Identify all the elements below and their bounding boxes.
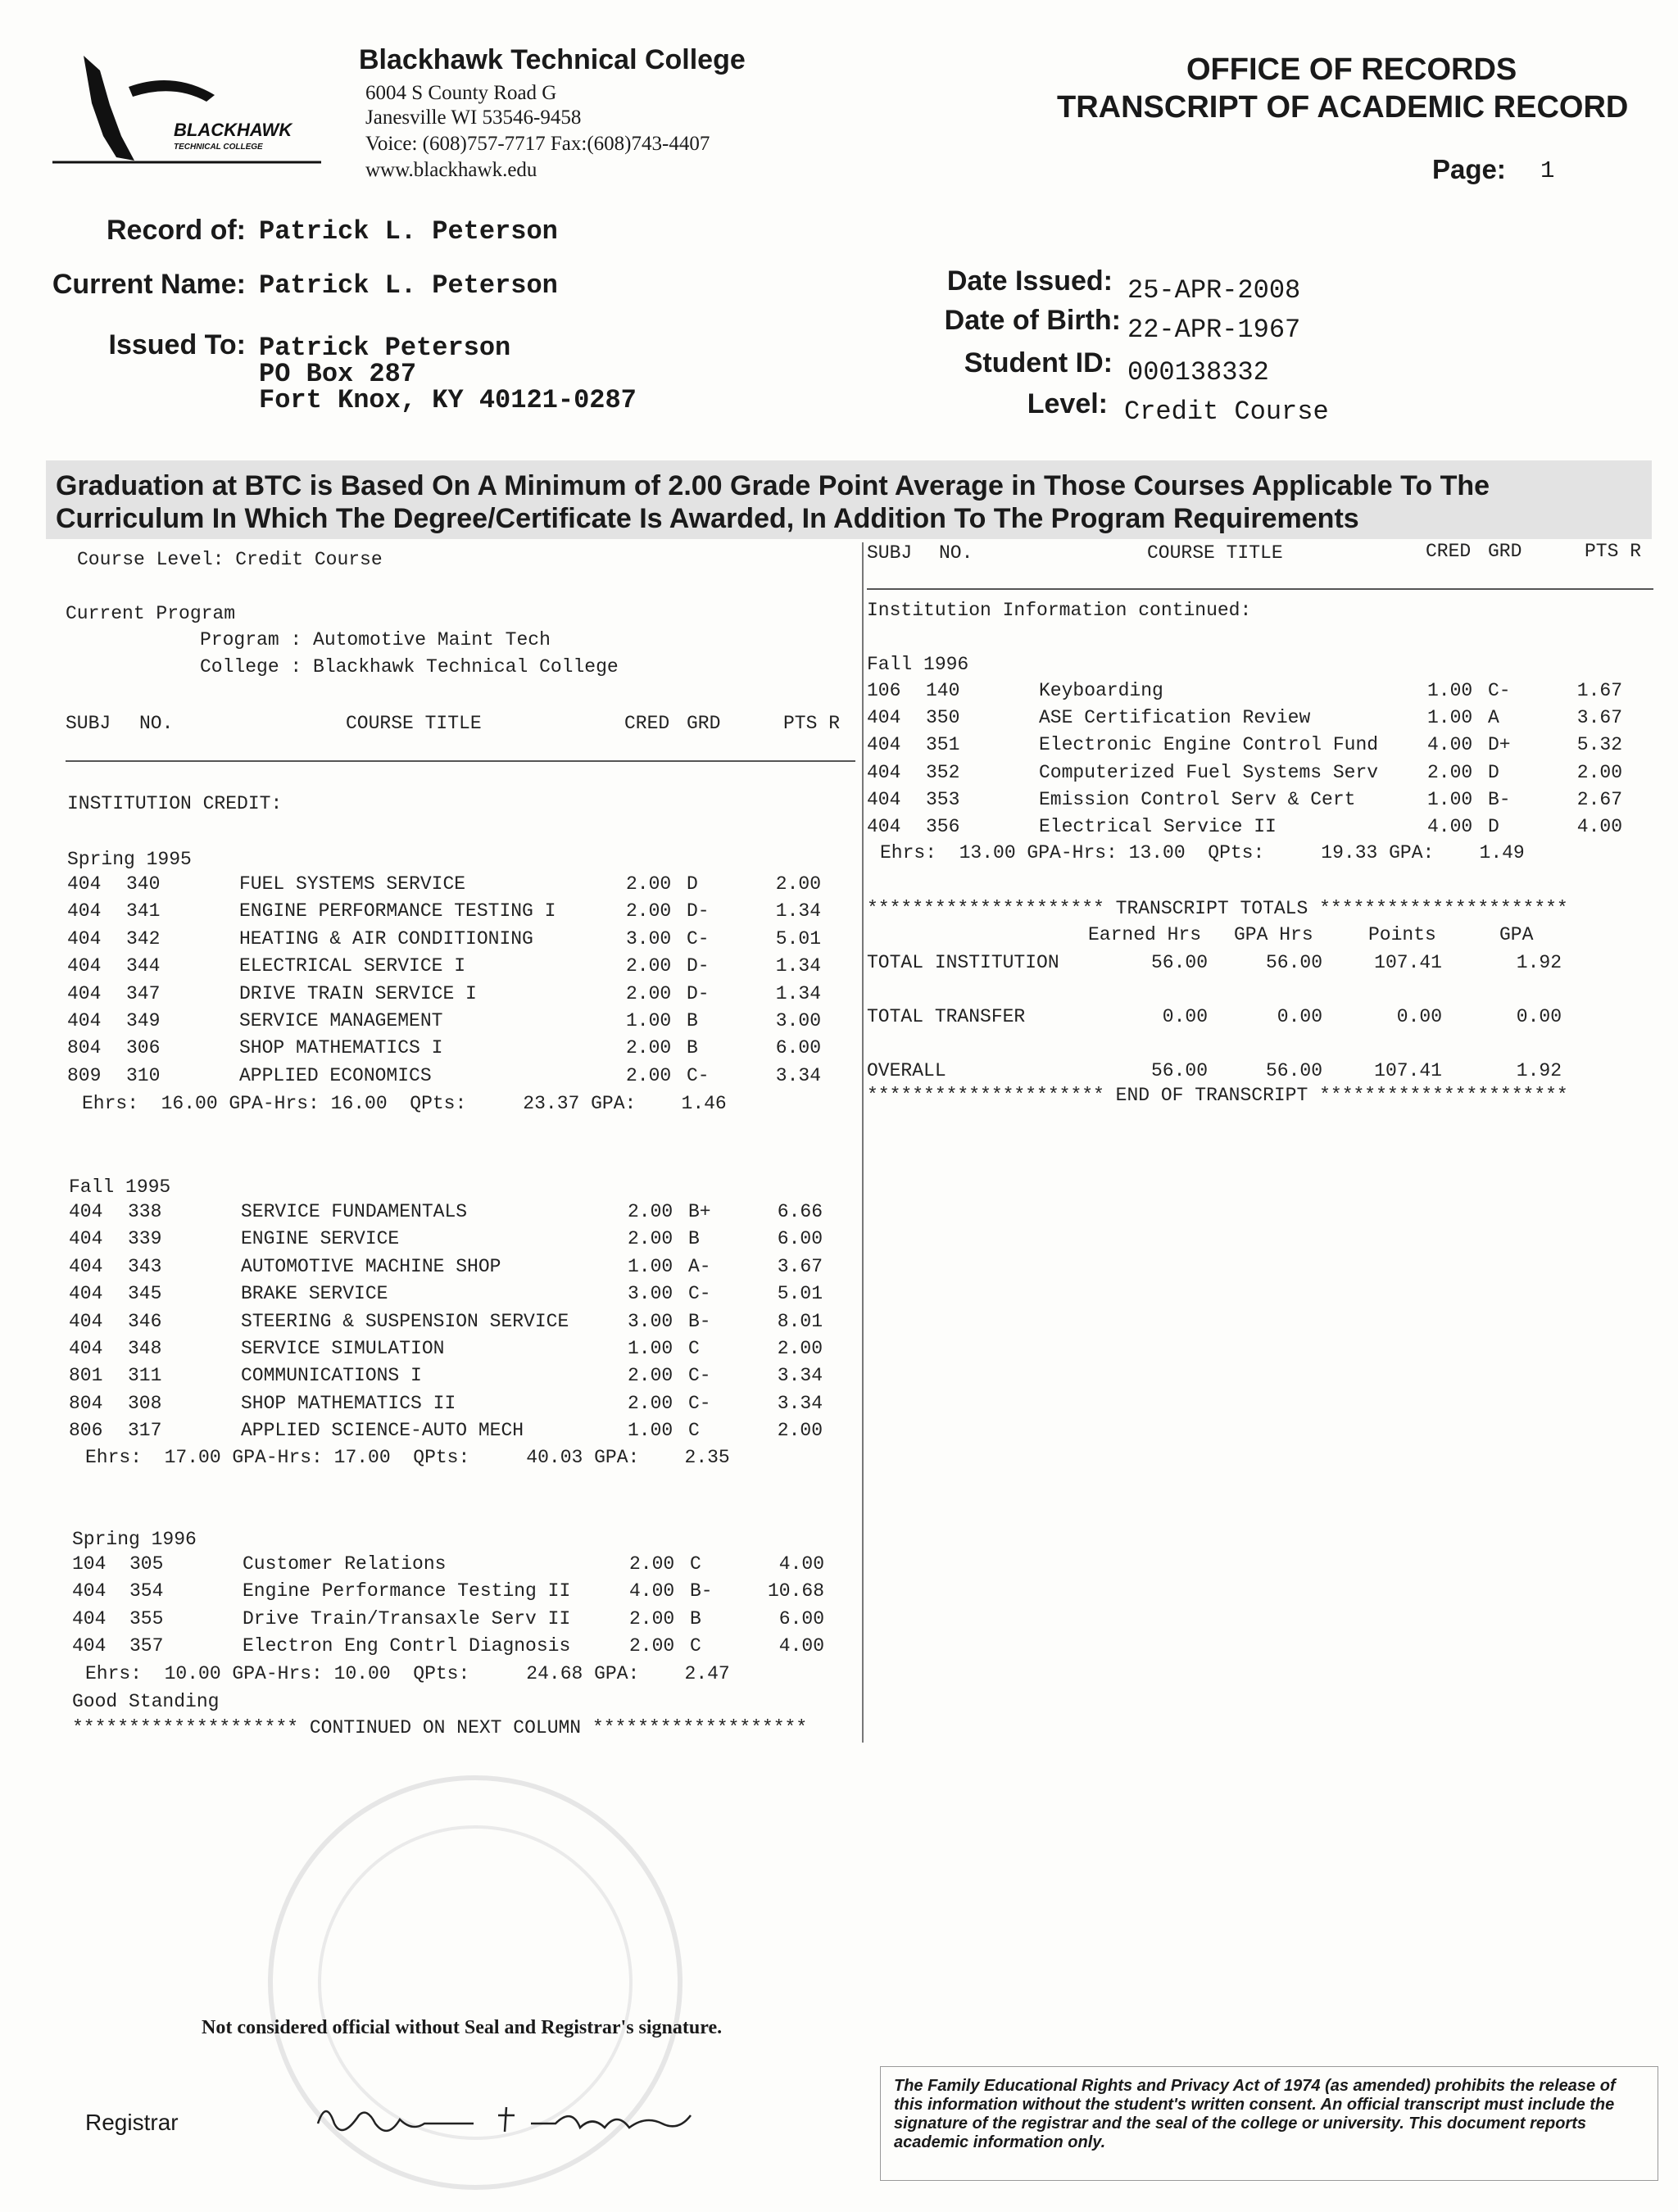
course-points: 3.34 xyxy=(777,1365,823,1387)
course-subj: 106 xyxy=(867,680,901,701)
course-grade: C- xyxy=(688,1392,711,1414)
course-no: 308 xyxy=(128,1392,162,1414)
course-no: 348 xyxy=(128,1338,162,1359)
course-no: 354 xyxy=(129,1580,164,1602)
student-id-value: 000138332 xyxy=(1127,357,1269,388)
issued-to-label: Issued To: xyxy=(108,329,246,360)
course-grade: C- xyxy=(687,1064,710,1086)
svg-text:TECHNICAL COLLEGE: TECHNICAL COLLEGE xyxy=(174,143,263,152)
col-header-subj: SUBJ xyxy=(66,713,111,734)
college-address-line1: 6004 S County Road G xyxy=(365,82,557,104)
course-title: Electrical Service II xyxy=(1039,816,1277,837)
course-grade: A xyxy=(1488,707,1499,729)
course-subj: 404 xyxy=(69,1283,103,1305)
college-line: College : Blackhawk Technical College xyxy=(200,656,619,678)
course-grade: C xyxy=(688,1338,700,1359)
course-no: 140 xyxy=(926,680,960,701)
course-subj: 404 xyxy=(67,1010,102,1031)
total-gpa: 1.92 xyxy=(1516,1060,1562,1081)
course-title: SHOP MATHEMATICS I xyxy=(239,1037,443,1059)
course-cred: 2.00 xyxy=(629,1553,675,1575)
total-gpa: 0.00 xyxy=(1516,1006,1562,1027)
course-no: 349 xyxy=(126,1010,161,1031)
term-summary: Ehrs: 10.00 GPA-Hrs: 10.00 QPts: 24.68 GPA: 2.47 xyxy=(85,1663,730,1684)
institution-credit-heading: INSTITUTION CREDIT: xyxy=(67,793,283,814)
course-grade: D- xyxy=(687,982,710,1004)
course-no: 353 xyxy=(926,788,960,810)
total-points: 0.00 xyxy=(1396,1006,1442,1027)
course-points: 6.00 xyxy=(775,1037,821,1059)
course-grade: C- xyxy=(688,1283,711,1305)
totals-header-gpa-hrs: GPA Hrs xyxy=(1234,924,1313,945)
course-no: 357 xyxy=(129,1635,164,1657)
totals-header-earned: Earned Hrs xyxy=(1088,924,1202,945)
current-name-value: Patrick L. Peterson xyxy=(259,270,558,301)
total-earned: 56.00 xyxy=(1150,1060,1208,1081)
course-grade: C xyxy=(688,1420,700,1442)
total-label: TOTAL TRANSFER xyxy=(867,1006,1026,1027)
course-no: 345 xyxy=(128,1283,162,1305)
course-subj: 404 xyxy=(867,788,901,810)
course-title: ELECTRICAL SERVICE I xyxy=(239,955,466,977)
course-points: 6.66 xyxy=(777,1201,823,1222)
course-cred: 4.00 xyxy=(1427,816,1473,837)
institution-continued: Institution Information continued: xyxy=(867,600,1252,621)
course-no: 306 xyxy=(126,1037,161,1059)
course-points: 5.32 xyxy=(1576,734,1622,756)
course-no: 346 xyxy=(128,1310,162,1332)
term-heading: Fall 1996 xyxy=(867,654,969,675)
course-points: 1.34 xyxy=(775,982,821,1004)
total-earned: 0.00 xyxy=(1162,1006,1208,1027)
course-cred: 1.00 xyxy=(628,1255,673,1277)
course-points: 1.67 xyxy=(1576,680,1622,701)
course-cred: 2.00 xyxy=(629,1635,675,1657)
course-subj: 809 xyxy=(67,1064,102,1086)
course-grade: B xyxy=(687,1037,698,1059)
totals-banner: ********************* TRANSCRIPT TOTALS ********************** xyxy=(867,898,1568,919)
course-no: 341 xyxy=(126,900,161,922)
course-subj: 806 xyxy=(69,1420,103,1442)
course-subj: 804 xyxy=(69,1392,103,1414)
course-points: 8.01 xyxy=(777,1310,823,1332)
total-gpa-hrs: 56.00 xyxy=(1265,1060,1322,1081)
col-header-grd: GRD xyxy=(1488,541,1522,562)
level-value: Credit Course xyxy=(1124,397,1329,427)
course-no: 311 xyxy=(128,1365,162,1387)
total-label: OVERALL xyxy=(867,1060,946,1081)
course-cred: 1.00 xyxy=(1427,788,1473,810)
course-grade: D- xyxy=(687,900,710,922)
level-label: Level: xyxy=(1027,388,1108,419)
page-number: 1 xyxy=(1540,157,1555,184)
course-grade: B- xyxy=(690,1580,713,1602)
course-level: Course Level: Credit Course xyxy=(77,549,383,570)
course-cred: 1.00 xyxy=(628,1338,673,1359)
course-no: 347 xyxy=(126,982,161,1004)
course-points: 1.34 xyxy=(775,955,821,977)
course-subj: 404 xyxy=(67,873,102,895)
col-header-subj: SUBJ xyxy=(867,542,913,564)
course-grade: D xyxy=(1488,816,1499,837)
course-grade: B xyxy=(688,1228,700,1250)
ferpa-notice: The Family Educational Rights and Privacy Act of 1974 (as amended) prohibits the release of this information without the student's written consent. An official transcript must include the signature of the registrar and the seal of the college or university. This document reports academic information only. xyxy=(880,2066,1658,2181)
course-no: 340 xyxy=(126,873,161,895)
course-points: 2.00 xyxy=(1576,761,1622,783)
college-logo xyxy=(51,54,321,177)
course-cred: 2.00 xyxy=(626,955,672,977)
course-title: Engine Performance Testing II xyxy=(243,1580,571,1602)
hawk-shape xyxy=(84,56,134,161)
course-subj: 404 xyxy=(72,1635,107,1657)
course-subj: 404 xyxy=(69,1201,103,1222)
course-cred: 2.00 xyxy=(626,1037,672,1059)
course-title: Keyboarding xyxy=(1039,680,1163,701)
course-title: STEERING & SUSPENSION SERVICE xyxy=(241,1310,569,1332)
course-points: 5.01 xyxy=(777,1283,823,1305)
course-no: 351 xyxy=(926,734,960,756)
course-title: Emission Control Serv & Cert xyxy=(1039,788,1356,810)
course-title: SERVICE FUNDAMENTALS xyxy=(241,1201,468,1222)
course-grade: B+ xyxy=(688,1201,711,1222)
course-no: 317 xyxy=(128,1420,162,1442)
course-no: 343 xyxy=(128,1255,162,1277)
course-cred: 2.00 xyxy=(628,1392,673,1414)
course-subj: 404 xyxy=(69,1338,103,1359)
course-cred: 3.00 xyxy=(628,1310,673,1332)
term-heading: Spring 1996 xyxy=(72,1529,197,1550)
course-points: 3.00 xyxy=(775,1010,821,1031)
course-no: 352 xyxy=(926,761,960,783)
course-title: SERVICE MANAGEMENT xyxy=(239,1010,443,1031)
course-points: 2.00 xyxy=(777,1338,823,1359)
course-cred: 2.00 xyxy=(628,1228,673,1250)
right-column xyxy=(862,542,1658,1743)
course-no: 342 xyxy=(126,927,161,950)
course-subj: 404 xyxy=(867,816,901,837)
college-website: www.blackhawk.edu xyxy=(365,159,537,181)
course-subj: 404 xyxy=(867,734,901,756)
course-title: Electron Eng Contrl Diagnosis xyxy=(243,1635,571,1657)
total-earned: 56.00 xyxy=(1150,952,1208,973)
course-cred: 2.00 xyxy=(628,1365,673,1387)
col-header-cred: CRED xyxy=(1426,541,1472,562)
course-title: Drive Train/Transaxle Serv II xyxy=(243,1607,571,1630)
col-header-no: NO. xyxy=(939,542,973,564)
col-header-grd: GRD xyxy=(687,713,721,734)
course-subj: 404 xyxy=(69,1228,103,1250)
col-header-title: COURSE TITLE xyxy=(1147,542,1283,564)
office-title: OFFICE OF RECORDS xyxy=(1186,52,1517,87)
course-no: 339 xyxy=(128,1228,162,1250)
course-subj: 404 xyxy=(67,900,102,922)
course-title: FUEL SYSTEMS SERVICE xyxy=(239,873,466,895)
college-phone: Voice: (608)757-7717 Fax:(608)743-4407 xyxy=(365,133,710,155)
course-grade: B- xyxy=(688,1310,711,1332)
total-gpa: 1.92 xyxy=(1516,952,1562,973)
course-grade: D xyxy=(1488,761,1499,783)
course-cred: 1.00 xyxy=(628,1420,673,1442)
course-cred: 3.00 xyxy=(628,1283,673,1305)
course-points: 2.00 xyxy=(777,1420,823,1442)
course-points: 10.68 xyxy=(767,1580,824,1602)
end-banner: ********************* END OF TRANSCRIPT ********************** xyxy=(867,1085,1568,1106)
document-title: TRANSCRIPT OF ACADEMIC RECORD xyxy=(1057,90,1629,125)
course-points: 3.67 xyxy=(1576,707,1622,729)
issued-to-address1: PO Box 287 xyxy=(259,359,417,389)
issued-to-address2: Fort Knox, KY 40121-0287 xyxy=(259,385,637,415)
course-cred: 1.00 xyxy=(626,1010,672,1031)
program-name: Program : Automotive Maint Tech xyxy=(200,629,551,650)
course-subj: 404 xyxy=(69,1255,103,1277)
course-points: 4.00 xyxy=(778,1553,824,1575)
dob-label: Date of Birth: xyxy=(944,305,1121,336)
total-points: 107.41 xyxy=(1374,1060,1442,1081)
course-points: 3.67 xyxy=(777,1255,823,1277)
course-cred: 1.00 xyxy=(1427,680,1473,701)
course-no: 356 xyxy=(926,816,960,837)
course-points: 2.67 xyxy=(1576,788,1622,810)
current-program-heading: Current Program xyxy=(66,603,236,624)
course-title: AUTOMOTIVE MACHINE SHOP xyxy=(241,1255,501,1277)
banner-line1: Graduation at BTC is Based On A Minimum of 2.00 Grade Point Average in Those Courses Applicable To The xyxy=(56,470,1490,501)
course-subj: 404 xyxy=(67,982,102,1004)
course-points: 2.00 xyxy=(775,873,821,895)
course-grade: C- xyxy=(1488,680,1511,701)
course-cred: 2.00 xyxy=(629,1607,675,1630)
course-grade: C- xyxy=(688,1365,711,1387)
course-subj: 404 xyxy=(72,1607,107,1630)
course-cred: 3.00 xyxy=(626,927,672,950)
course-points: 5.01 xyxy=(775,927,821,950)
date-issued-label: Date Issued: xyxy=(946,265,1113,297)
course-points: 3.34 xyxy=(777,1392,823,1414)
page-label: Page: xyxy=(1432,154,1506,184)
course-title: ASE Certification Review xyxy=(1039,707,1311,729)
term-heading: Fall 1995 xyxy=(69,1176,171,1198)
term-summary: Ehrs: 16.00 GPA-Hrs: 16.00 QPts: 23.37 GPA: 1.46 xyxy=(82,1093,727,1114)
course-grade: D xyxy=(687,873,698,895)
college-address-line2: Janesville WI 53546-9458 xyxy=(365,107,582,129)
course-subj: 404 xyxy=(72,1580,107,1602)
course-title: ENGINE PERFORMANCE TESTING I xyxy=(239,900,556,922)
course-grade: D+ xyxy=(1488,734,1511,756)
registrar-label: Registrar xyxy=(85,2110,179,2135)
course-no: 355 xyxy=(129,1607,164,1630)
dob-value: 22-APR-1967 xyxy=(1127,315,1301,345)
course-cred: 4.00 xyxy=(629,1580,675,1602)
issued-to-name: Patrick Peterson xyxy=(259,333,511,363)
svg-text:BLACKHAWK: BLACKHAWK xyxy=(174,120,293,140)
course-subj: 404 xyxy=(69,1310,103,1332)
col-header-pts: PTS R xyxy=(1585,541,1642,562)
course-grade: D- xyxy=(687,955,710,977)
course-title: Electronic Engine Control Fund xyxy=(1039,734,1379,756)
total-gpa-hrs: 56.00 xyxy=(1265,952,1322,973)
course-cred: 2.00 xyxy=(626,873,672,895)
course-points: 4.00 xyxy=(1576,816,1622,837)
col-header-cred: CRED xyxy=(624,713,670,734)
standing: Good Standing xyxy=(72,1691,220,1712)
course-subj: 404 xyxy=(867,707,901,729)
course-no: 338 xyxy=(128,1201,162,1222)
course-no: 344 xyxy=(126,955,161,977)
banner-line2: Curriculum In Which The Degree/Certificate Is Awarded, In Addition To The Program Requirements xyxy=(56,503,1359,534)
total-points: 107.41 xyxy=(1374,952,1442,973)
term-summary: Ehrs: 13.00 GPA-Hrs: 13.00 QPts: 19.33 GPA: 1.49 xyxy=(880,842,1525,863)
col-header-no: NO. xyxy=(139,713,174,734)
course-grade: B- xyxy=(1488,788,1511,810)
course-title: BRAKE SERVICE xyxy=(241,1283,388,1305)
student-id-label: Student ID: xyxy=(964,347,1113,378)
course-title: SERVICE SIMULATION xyxy=(241,1338,445,1359)
course-title: ENGINE SERVICE xyxy=(241,1228,400,1250)
term-summary: Ehrs: 17.00 GPA-Hrs: 17.00 QPts: 40.03 GPA: 2.35 xyxy=(85,1447,730,1468)
record-of-value: Patrick L. Peterson xyxy=(259,216,558,247)
course-points: 6.00 xyxy=(777,1228,823,1250)
registrar-signature xyxy=(310,2091,695,2148)
course-points: 1.34 xyxy=(775,900,821,922)
record-of-label: Record of: xyxy=(107,215,246,246)
left-column xyxy=(51,542,862,1743)
course-points: 6.00 xyxy=(778,1607,824,1630)
college-name: Blackhawk Technical College xyxy=(359,44,746,75)
course-grade: A- xyxy=(688,1255,711,1277)
totals-header-points: Points xyxy=(1368,924,1436,945)
course-title: COMMUNICATIONS I xyxy=(241,1365,422,1387)
course-cred: 1.00 xyxy=(1427,707,1473,729)
course-no: 310 xyxy=(126,1064,161,1086)
course-subj: 104 xyxy=(72,1553,107,1575)
course-cred: 2.00 xyxy=(626,982,672,1004)
course-title: APPLIED ECONOMICS xyxy=(239,1064,432,1086)
course-subj: 404 xyxy=(67,955,102,977)
course-grade: C xyxy=(690,1635,701,1657)
course-grade: C- xyxy=(687,927,710,950)
continued-banner: ******************** CONTINUED ON NEXT COLUMN ******************* xyxy=(72,1717,808,1738)
course-title: APPLIED SCIENCE-AUTO MECH xyxy=(241,1420,524,1442)
col-header-title: COURSE TITLE xyxy=(346,713,482,734)
course-grade: B xyxy=(687,1010,698,1031)
total-gpa-hrs: 0.00 xyxy=(1277,1006,1322,1027)
date-issued-value: 25-APR-2008 xyxy=(1127,275,1301,306)
course-cred: 2.00 xyxy=(626,1064,672,1086)
course-subj: 801 xyxy=(69,1365,103,1387)
course-no: 350 xyxy=(926,707,960,729)
course-points: 4.00 xyxy=(778,1635,824,1657)
course-cred: 2.00 xyxy=(1427,761,1473,783)
course-title: Customer Relations xyxy=(243,1553,447,1575)
total-label: TOTAL INSTITUTION xyxy=(867,952,1059,973)
course-grade: C xyxy=(690,1553,701,1575)
course-title: SHOP MATHEMATICS II xyxy=(241,1392,456,1414)
col-header-pts: PTS R xyxy=(783,713,841,734)
course-cred: 4.00 xyxy=(1427,734,1473,756)
totals-header-gpa: GPA xyxy=(1499,924,1534,945)
course-no: 305 xyxy=(129,1553,164,1575)
course-cred: 2.00 xyxy=(628,1201,673,1222)
course-cred: 2.00 xyxy=(626,900,672,922)
course-points: 3.34 xyxy=(775,1064,821,1086)
course-title: Computerized Fuel Systems Serv xyxy=(1039,761,1379,783)
current-name-label: Current Name: xyxy=(52,269,246,300)
header-rule xyxy=(66,760,855,762)
course-title: DRIVE TRAIN SERVICE I xyxy=(239,982,477,1004)
course-title: HEATING & AIR CONDITIONING xyxy=(239,927,533,950)
course-subj: 404 xyxy=(67,927,102,950)
course-grade: B xyxy=(690,1607,701,1630)
header-rule xyxy=(867,588,1653,590)
term-heading: Spring 1995 xyxy=(67,849,192,870)
official-notice: Not considered official without Seal and Registrar's signature. xyxy=(202,2017,723,2038)
course-subj: 404 xyxy=(867,761,901,783)
course-subj: 804 xyxy=(67,1037,102,1059)
